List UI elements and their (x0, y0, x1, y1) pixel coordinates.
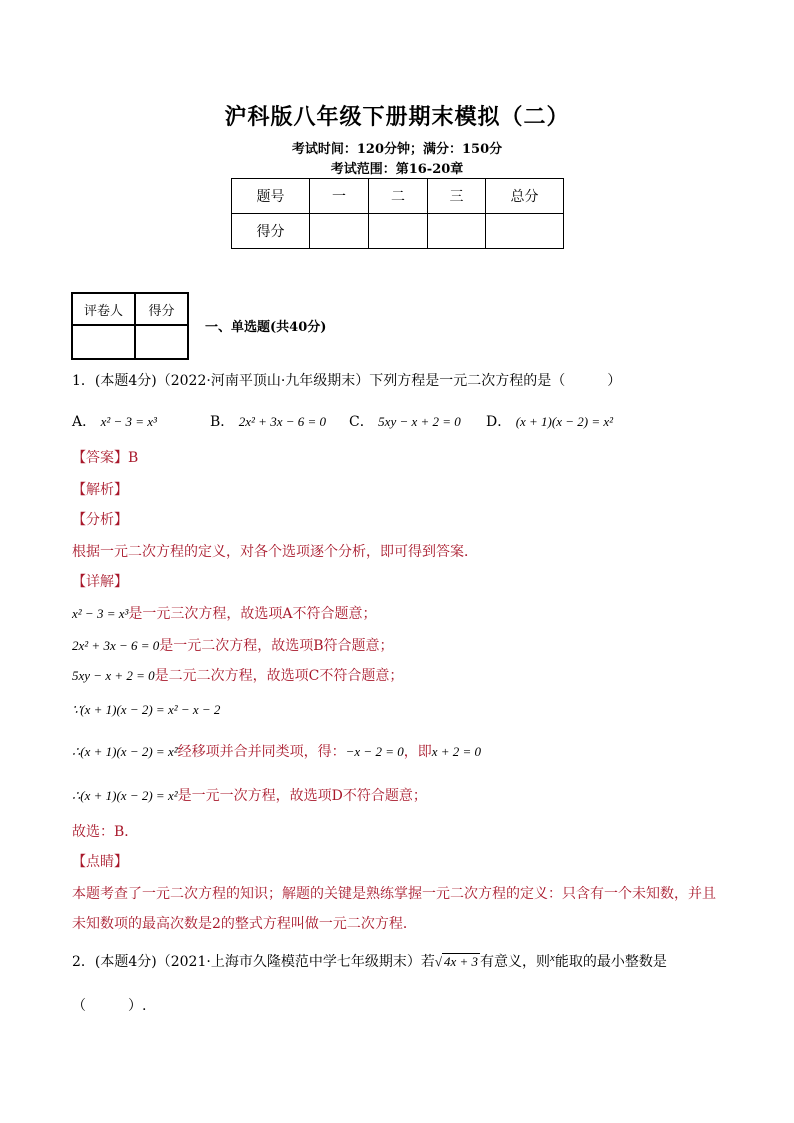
detail-line-2 (72, 635, 394, 655)
detail-line-4 (72, 702, 220, 718)
option-d-label: D． (486, 414, 512, 430)
q2-stem (72, 951, 667, 971)
detail-text: 是一元三次方程，故选项A不符合题意； (128, 606, 377, 622)
sqrt-expression (435, 953, 480, 970)
score-header-cell: 三 (428, 179, 486, 214)
option-a-math: x² − 3 = x³ (100, 414, 157, 429)
q1-option-b[interactable] (210, 411, 326, 431)
fenxi-tag: 【分析】 (72, 512, 128, 528)
grader-table (71, 292, 189, 360)
sqrt-icon: √ (434, 954, 442, 969)
detail-line-6 (72, 785, 427, 805)
detail-text: 是二元二次方程，故选项C不符合题意； (154, 668, 404, 684)
detail-text: 经移项并合并同类项，得： (177, 744, 346, 760)
option-b-math: 2x² + 3x − 6 = 0 (238, 414, 327, 429)
detail-math: ∴(x + 1)(x − 2) = x² (72, 788, 178, 803)
detail-math: ∴(x + 1)(x − 2) = x² (72, 744, 178, 759)
q2-stem-part3: 能取的最小整数是 (554, 954, 667, 970)
q2-stem-part2: 有意义，则 (480, 954, 551, 970)
exam-info: 考试时间：120分钟；满分：150分 (291, 142, 503, 157)
detail-math: −x − 2 = 0 (345, 744, 404, 759)
dianjing-line-1: 本题考查了一元二次方程的知识；解题的关键是熟练掌握一元二次方程的定义：只含有一个未知数，并且 (72, 886, 716, 902)
detail-math: x + 2 = 0 (431, 744, 482, 759)
detail-math: 5xy − x + 2 = 0 (72, 668, 155, 683)
detail-line-5 (72, 741, 481, 761)
q2-stem-line-2: （ ）. (72, 998, 147, 1014)
score-table-header-row (232, 179, 564, 214)
analysis-tag: 【解析】 (72, 482, 128, 498)
dianjing-tag: 【点睛】 (72, 854, 128, 870)
detail-line-1 (72, 603, 377, 623)
score-table (231, 178, 564, 249)
detail-math: x² − 3 = x³ (72, 606, 129, 621)
option-c-label: C． (349, 414, 374, 430)
score-cell[interactable] (428, 214, 486, 249)
q2-stem-part1: 2．(本题4分)（2021·上海市久隆模范中学七年级期末）若 (72, 954, 435, 970)
q1-option-c[interactable] (349, 411, 461, 431)
detail-line-3 (72, 665, 403, 685)
option-b-label: B． (210, 414, 235, 430)
grader-score-cell[interactable] (135, 325, 188, 359)
conclusion: 故选：B． (72, 824, 139, 840)
option-c-math: 5xy − x + 2 = 0 (378, 414, 461, 429)
q1-stem: 1．(本题4分)（2022·河南平顶山·九年级期末）下列方程是一元二次方程的是（ ） (72, 373, 622, 389)
score-table-row (232, 214, 564, 249)
score-header-cell: 总分 (486, 179, 564, 214)
option-d-math: (x + 1)(x − 2) = x² (515, 414, 614, 429)
detail-math: ∵(x + 1)(x − 2) = x² − x − 2 (72, 702, 221, 717)
section-heading: 一、单选题(共40分) (205, 320, 327, 335)
q2-var: x (550, 952, 555, 964)
exam-scope: 考试范围：第16-20章 (330, 162, 464, 177)
sqrt-content: 4x + 3 (443, 954, 479, 969)
score-header-cell: 一 (310, 179, 369, 214)
detail-text: 是一元一次方程，故选项D不符合题意； (177, 788, 427, 804)
detail-text: 是一元二次方程，故选项B符合题意； (159, 638, 394, 654)
score-cell[interactable] (369, 214, 428, 249)
q1-option-a[interactable] (72, 411, 157, 431)
grader-score-header: 得分 (135, 293, 188, 325)
dianjing-line-2: 未知数项的最高次数是2的整式方程叫做一元二次方程． (72, 916, 417, 932)
detail-tag: 【详解】 (72, 574, 128, 590)
score-row-label: 得分 (232, 214, 310, 249)
option-a-label: A． (72, 414, 97, 430)
grader-header: 评卷人 (72, 293, 135, 325)
answer-tag: 【答案】B (72, 450, 139, 466)
detail-text: ，即 (403, 744, 432, 760)
score-header-cell: 二 (369, 179, 428, 214)
page-title: 沪科版八年级下册期末模拟（二） (224, 104, 570, 130)
fenxi-text: 根据一元二次方程的定义，对各个选项逐个分析，即可得到答案． (72, 544, 478, 560)
score-cell[interactable] (310, 214, 369, 249)
score-header-cell: 题号 (232, 179, 310, 214)
q1-option-d[interactable] (486, 411, 613, 431)
detail-math: 2x² + 3x − 6 = 0 (72, 638, 160, 653)
score-cell[interactable] (486, 214, 564, 249)
grader-cell[interactable] (72, 325, 135, 359)
